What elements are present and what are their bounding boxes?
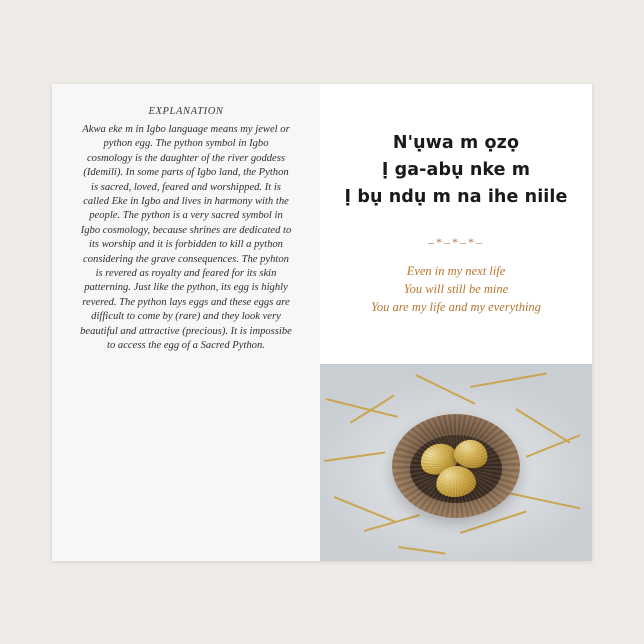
headline-line-3: Ị bụ ndụ m na ihe niile xyxy=(344,187,568,207)
card-right-panel xyxy=(320,84,592,561)
headline-line-1: N'ụwa m ọzọ xyxy=(392,133,520,153)
headline-line-2: Ị ga-abụ nke m xyxy=(381,160,531,180)
headline xyxy=(338,130,574,211)
subtext xyxy=(338,262,574,316)
explanation-heading: EXPLANATION xyxy=(148,106,224,117)
subtext-line-2: You will still be mine xyxy=(403,282,509,296)
golden-eggs-in-nest-photo xyxy=(320,364,592,561)
explanation-body-text: Akwa eke m in Igbo language means my jewel or python egg. The python symbol in Igbo cosmology is the daughter of the river goddess (Idemili). In some parts of Igbo land, the Python is sacred, loved, feared and worshipped. It is called Eke in Igbo and lives in harmony with the people. The python is a very sacred symbol in Igbo cosmology, because shrines are dedicated to its worship and it is forbidden to kill a python considering the grave consequences. The pyhton is revered as royalty and feared for its skin patterning. Just like the python, its egg is highly revered. The python lays eggs and these eggs are difficult to come by (rare) and they look very beautiful and attractive (precious). It is impossibe to access the egg of a Sacred Python. xyxy=(80,124,292,352)
woven-nest xyxy=(392,414,520,518)
card-left-panel xyxy=(52,84,320,561)
nest-hollow xyxy=(410,435,502,503)
golden-egg xyxy=(416,439,461,479)
card-right-text-area xyxy=(320,84,592,364)
subtext-line-1: Even in my next life xyxy=(406,264,506,278)
greeting-card xyxy=(52,84,592,561)
decorative-divider: –*–*–*– xyxy=(428,235,484,249)
golden-egg xyxy=(451,437,490,471)
subtext-line-3: You are my life and my everything xyxy=(371,300,541,314)
golden-egg xyxy=(434,464,477,499)
